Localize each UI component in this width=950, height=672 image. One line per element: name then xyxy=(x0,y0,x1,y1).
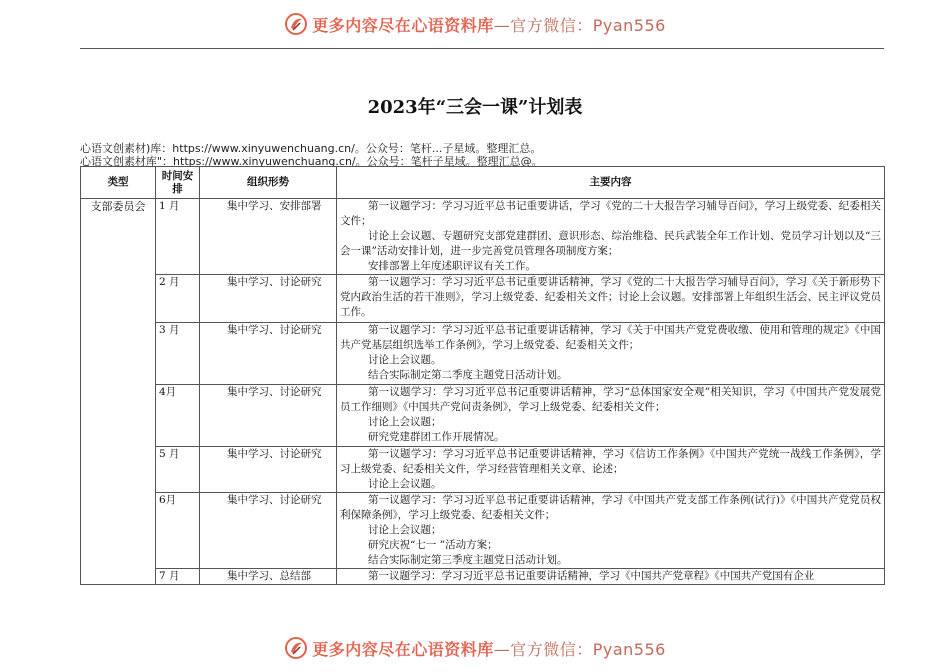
form-cell: 集中学习、讨论研究 xyxy=(200,493,337,569)
banner-text: 更多内容尽在心语资料库—官方微信：Pyan556 xyxy=(312,15,666,35)
month-cell: 4月 xyxy=(156,385,200,447)
header-time: 时间安排 xyxy=(156,167,200,199)
form-cell: 集中学习、讨论研究 xyxy=(200,385,337,447)
header-rule xyxy=(80,48,884,49)
month-cell: 7 月 xyxy=(156,569,200,585)
header-form: 组织形势 xyxy=(200,167,337,199)
footer-banner xyxy=(0,634,950,662)
content-cell: 第一议题学习：学习习近平总书记重要讲话精神，学习《关于中国共产党党费收缴、使用和管理的规定》《中国共产党基层组织选举工作条例》，学习上级党委、纪委相关文件； 讨论上会议题。 结合实际制定第二季度主题党日活动计划。 xyxy=(337,323,885,385)
table-row xyxy=(81,323,885,385)
header-content: 主要内容 xyxy=(337,167,885,199)
banner-text: 更多内容尽在心语资料库—官方微信：Pyan556 xyxy=(312,639,666,659)
content-cell: 第一议题学习：学习习近平总书记重要讲话精神，学习“总体国家安全观”相关知识，学习《中国共产党发展党员工作细则》《中国共产党问责条例》，学习上级党委、纪委相关文件； 讨论上会议题； 研究党建群团工作开展情况。 xyxy=(337,385,885,447)
page-title: 2023年“三会一课”计划表 xyxy=(367,97,583,118)
table-row xyxy=(81,493,885,569)
source-note-1: 心语文创素材)库：https://www.xinyuwenchuang.cn/。公众号：笔杆...子星域。整理汇总。 xyxy=(80,142,542,155)
table-row xyxy=(81,385,885,447)
source-note-2: 心语文创素材库"：https://www.xinyuwenchuang.cn/。公众号：笔杆子星域。整理汇总@。 xyxy=(80,155,543,168)
form-cell: 集中学习、总结部 xyxy=(200,569,337,585)
brand-logo-icon xyxy=(284,636,308,660)
table-row xyxy=(81,569,885,585)
form-cell: 集中学习、讨论研究 xyxy=(200,323,337,385)
table-row xyxy=(81,199,885,275)
month-cell: 1 月 xyxy=(156,199,200,275)
content-cell: 第一议题学习：学习习近平总书记重要讲话精神，学习《中国共产党支部工作条例(试行)》《中国共产党党员权利保障条例》，学习上级党委、纪委相关文件； 讨论上会议题； 研究庆祝“七一 ”活动方案； 结合实际制定第三季度主题党日活动计划。 xyxy=(337,493,885,569)
content-cell: 第一议题学习：学习习近平总书记重要讲话精神，学习《信访工作条例》《中国共产党统一战线工作条例》，学习上级党委、纪委相关文件，学习经营管理相关文章、论述； 讨论上会议题。 xyxy=(337,447,885,493)
header-banner xyxy=(0,10,950,38)
category-cell: 支部委员会 xyxy=(81,199,156,585)
month-cell: 5 月 xyxy=(156,447,200,493)
header-type: 类型 xyxy=(81,167,156,199)
brand-logo-icon xyxy=(284,12,308,36)
content-cell: 第一议题学习：学习习近平总书记重要讲话精神，学习《党的二十大报告学习辅导百问》，学习《关于新形势下党内政治生活的若干准则》，学习上级党委、纪委相关文件；讨论上会议题。安排部署上年组织生活会、民主评议党员工作。 xyxy=(337,275,885,323)
content-cell: 第一议题学习：学习习近平总书记重要讲话，学习《党的二十大报告学习辅导百问》，学习上级党委、纪委相关文件； 讨论上会议题、专题研究支部党建群团、意识形态、综治维稳、民兵武装全年工作计划、党员学习计划以及“三会一课”活动安排计划，进一步完善党员管理各项制度方案； 安排部署上年度述职评议有关工作。 xyxy=(337,199,885,275)
content-cell: 第一议题学习：学习习近平总书记重要讲话精神，学习《中国共产党章程》《中国共产党国有企业 xyxy=(337,569,885,585)
table-row xyxy=(81,275,885,323)
month-cell: 6月 xyxy=(156,493,200,569)
month-cell: 2 月 xyxy=(156,275,200,323)
plan-table xyxy=(80,166,885,585)
table-row xyxy=(81,447,885,493)
form-cell: 集中学习、讨论研究 xyxy=(200,275,337,323)
form-cell: 集中学习、安排部署 xyxy=(200,199,337,275)
form-cell: 集中学习、讨论研究 xyxy=(200,447,337,493)
table-header-row xyxy=(81,167,885,199)
month-cell: 3 月 xyxy=(156,323,200,385)
